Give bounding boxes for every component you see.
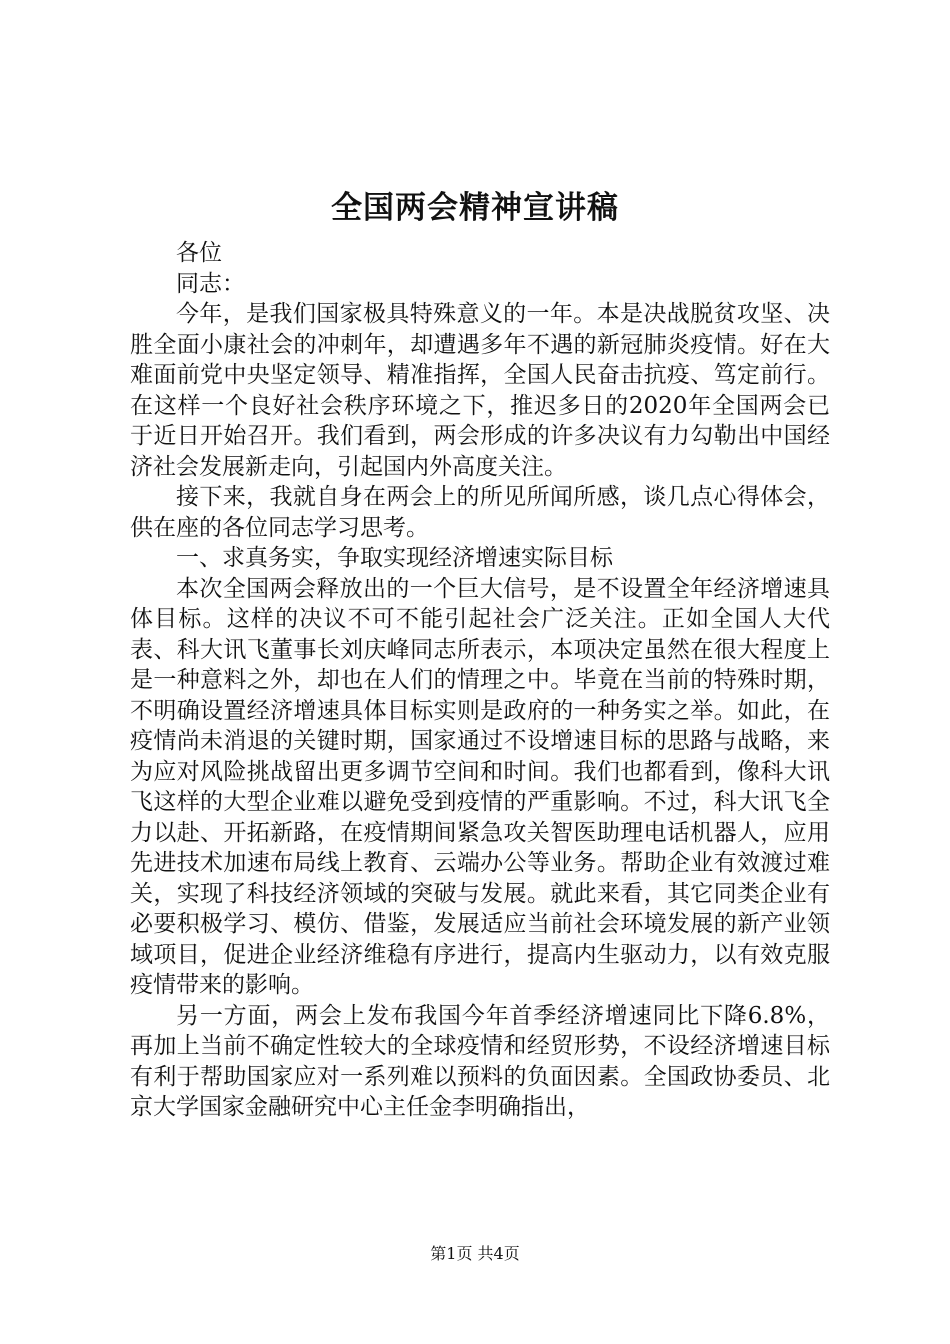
paragraph-intro: 今年，是我们国家极具特殊意义的一年。本是决战脱贫攻坚、决胜全面小康社会的冲刺年，却遭遇多年不遇的新冠肺炎疫情。好在大难面前党中央坚定领导、精准指挥，全国人民奋击抗疫、笃定前行。在这样一个良好社会秩序环境之下，推迟多日的2020年全国两会已于近日开始召开。我们看到，两会形成的许多决议有力勾勒出中国经济社会发展新走向，引起国内外高度关注。 xyxy=(130,301,830,480)
paragraph-section-1: 本次全国两会释放出的一个巨大信号，是不设置全年经济增速具体目标。这样的决议不可不能引起社会广泛关注。正如全国人大代表、科大讯飞董事长刘庆峰同志所表示，本项决定虽然在很大程度上是一种意料之外，却也在人们的情理之中。毕竟在当前的特殊时期，不明确设置经济增速具体目标实则是政府的一种务实之举。如此，在疫情尚未消退的关键时期，国家通过不设增速目标的思路与战略，来为应对风险挑战留出更多调节空间和时间。我们也都看到，像科大讯飞这样的大型企业难以避免受到疫情的严重影响。不过，科大讯飞全力以赴、开拓新路，在疫情期间紧急攻关智医助理电话机器人，应用先进技术加速布局线上教育、云端办公等业务。帮助企业有效渡过难关，实现了科技经济领域的突破与发展。就此来看，其它同类企业有必要积极学习、模仿、借鉴，发展适应当前社会环境发展的新产业领域项目，促进企业经济维稳有序进行，提高内生驱动力，以有效克服疫情带来的影响。 xyxy=(130,575,830,998)
section-heading-1: 一、求真务实，争取实现经济增速实际目标 xyxy=(176,545,613,571)
page-footer: 第1页 共4页 xyxy=(430,1244,520,1263)
paragraph-section-1-continued: 另一方面，两会上发布我国今年首季经济增速同比下降6.8%，再加上当前不确定性较大的全球疫情和经贸形势，不设经济增速目标有利于帮助国家应对一系列难以预料的负面因素。全国政协委员、北京大学国家金融研究中心主任金李明确指出， xyxy=(130,1002,830,1120)
salutation-line-2: 同志： xyxy=(176,270,245,297)
document-body xyxy=(130,238,830,1123)
salutation-line-1: 各位 xyxy=(176,240,222,266)
paragraph-transition: 接下来，我就自身在两会上的所见所闻所感，谈几点心得体会，供在座的各位同志学习思考。 xyxy=(130,484,830,541)
document-title: 全国两会精神宣讲稿 xyxy=(331,190,619,226)
